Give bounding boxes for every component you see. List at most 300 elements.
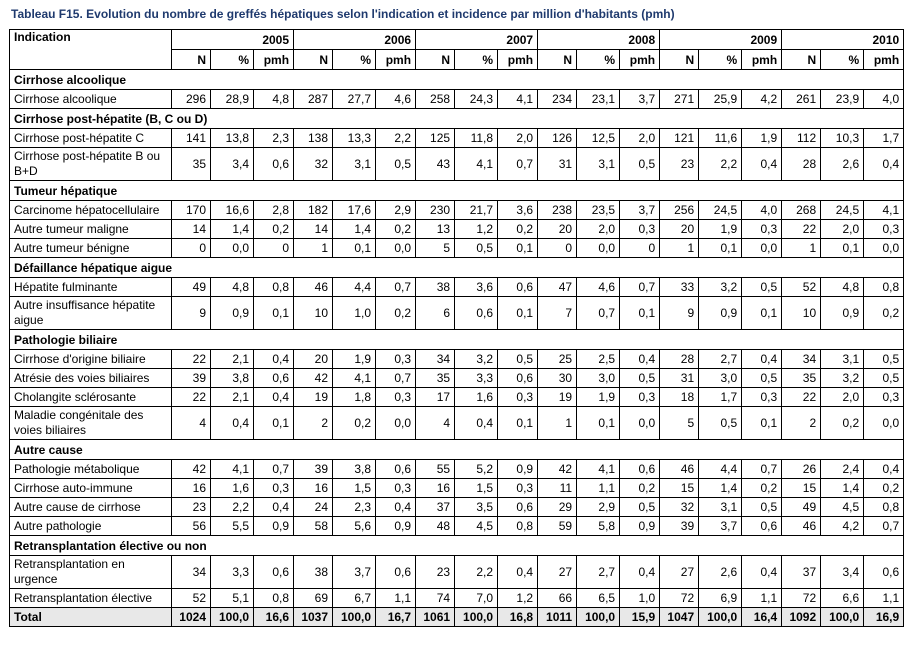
cell-value: 3,1: [333, 148, 376, 181]
cell-value: 17: [416, 388, 455, 407]
cell-value: 2,1: [211, 388, 254, 407]
row-label: Cirrhose auto-immune: [10, 479, 172, 498]
cell-value: 1,0: [333, 297, 376, 330]
cell-value: 0,9: [620, 517, 660, 536]
cell-value: 20: [660, 220, 699, 239]
total-value: 1024: [172, 608, 211, 627]
cell-value: 0,6: [376, 460, 416, 479]
cell-value: 0: [172, 239, 211, 258]
cell-value: 2,1: [211, 350, 254, 369]
row-label: Cirrhose post-hépatite C: [10, 129, 172, 148]
cell-value: 1,5: [333, 479, 376, 498]
cell-value: 0,0: [742, 239, 782, 258]
cell-value: 4,4: [333, 278, 376, 297]
cell-value: 0,4: [864, 460, 904, 479]
cell-value: 3,7: [699, 517, 742, 536]
subcolumn-header: %: [577, 50, 620, 70]
cell-value: 112: [782, 129, 821, 148]
cell-value: 0,7: [577, 297, 620, 330]
cell-value: 22: [172, 350, 211, 369]
cell-value: 4,1: [864, 201, 904, 220]
total-label: Total: [10, 608, 172, 627]
cell-value: 0,3: [376, 350, 416, 369]
cell-value: 2: [782, 407, 821, 440]
cell-value: 0,4: [254, 498, 294, 517]
cell-value: 1,6: [455, 388, 498, 407]
cell-value: 0,3: [376, 479, 416, 498]
cell-value: 1: [782, 239, 821, 258]
cell-value: 4,8: [821, 278, 864, 297]
cell-value: 0,8: [864, 278, 904, 297]
cell-value: 31: [538, 148, 577, 181]
cell-value: 0,5: [742, 498, 782, 517]
cell-value: 0,6: [254, 556, 294, 589]
cell-value: 4,0: [742, 201, 782, 220]
cell-value: 0,1: [821, 239, 864, 258]
total-value: 100,0: [821, 608, 864, 627]
table-row: [10, 407, 904, 440]
cell-value: 125: [416, 129, 455, 148]
cell-value: 0,5: [620, 148, 660, 181]
table-row: [10, 148, 904, 181]
cell-value: 5,6: [333, 517, 376, 536]
cell-value: 0,4: [864, 148, 904, 181]
cell-value: 2,6: [699, 556, 742, 589]
total-value: 100,0: [455, 608, 498, 627]
cell-value: 4,1: [211, 460, 254, 479]
row-label: Cirrhose post-hépatite B ou B+D: [10, 148, 172, 181]
table-row: [10, 388, 904, 407]
cell-value: 0,8: [498, 517, 538, 536]
cell-value: 4,2: [742, 90, 782, 109]
section-row: [10, 109, 904, 129]
cell-value: 0,6: [455, 297, 498, 330]
total-value: 100,0: [577, 608, 620, 627]
cell-value: 6,6: [821, 589, 864, 608]
cell-value: 2,3: [333, 498, 376, 517]
cell-value: 121: [660, 129, 699, 148]
table-row: [10, 589, 904, 608]
table-row: [10, 479, 904, 498]
row-label: Pathologie métabolique: [10, 460, 172, 479]
cell-value: 27: [660, 556, 699, 589]
cell-value: 0,3: [620, 388, 660, 407]
cell-value: 1,5: [455, 479, 498, 498]
cell-value: 2,6: [821, 148, 864, 181]
cell-value: 47: [538, 278, 577, 297]
cell-value: 0,2: [498, 220, 538, 239]
cell-value: 0,3: [864, 220, 904, 239]
cell-value: 0,4: [498, 556, 538, 589]
cell-value: 1,4: [211, 220, 254, 239]
cell-value: 59: [538, 517, 577, 536]
cell-value: 5,5: [211, 517, 254, 536]
cell-value: 1,9: [333, 350, 376, 369]
subcolumn-header: %: [455, 50, 498, 70]
cell-value: 1,1: [742, 589, 782, 608]
cell-value: 72: [660, 589, 699, 608]
year-header: 2008: [538, 30, 660, 50]
cell-value: 0,4: [620, 350, 660, 369]
cell-value: 1,1: [577, 479, 620, 498]
cell-value: 0,2: [376, 220, 416, 239]
cell-value: 3,1: [699, 498, 742, 517]
table-title: Tableau F15. Evolution du nombre de greffés hépatiques selon l'indication et incidence par million d'habitants (pmh): [11, 7, 675, 21]
cell-value: 43: [416, 148, 455, 181]
cell-value: 19: [294, 388, 333, 407]
subcolumn-header: N: [416, 50, 455, 70]
cell-value: 2,4: [821, 460, 864, 479]
cell-value: 261: [782, 90, 821, 109]
cell-value: 23,9: [821, 90, 864, 109]
section-row: [10, 440, 904, 460]
cell-value: 4: [172, 407, 211, 440]
cell-value: 0,6: [376, 556, 416, 589]
cell-value: 2,2: [376, 129, 416, 148]
row-label: Cirrhose d'origine biliaire: [10, 350, 172, 369]
total-value: 16,6: [254, 608, 294, 627]
cell-value: 141: [172, 129, 211, 148]
cell-value: 0,5: [498, 350, 538, 369]
cell-value: 3,0: [577, 369, 620, 388]
cell-value: 38: [416, 278, 455, 297]
cell-value: 1,9: [577, 388, 620, 407]
cell-value: 0,4: [620, 556, 660, 589]
cell-value: 4,2: [821, 517, 864, 536]
cell-value: 0,6: [742, 517, 782, 536]
row-label: Autre cause de cirrhose: [10, 498, 172, 517]
cell-value: 0,9: [376, 517, 416, 536]
cell-value: 3,3: [455, 369, 498, 388]
section-row: [10, 181, 904, 201]
cell-value: 238: [538, 201, 577, 220]
cell-value: 0,5: [376, 148, 416, 181]
table-row: [10, 369, 904, 388]
row-label: Cirrhose alcoolique: [10, 90, 172, 109]
cell-value: 1: [538, 407, 577, 440]
section-row: [10, 258, 904, 278]
cell-value: 24,5: [699, 201, 742, 220]
cell-value: 24,5: [821, 201, 864, 220]
cell-value: 0,2: [864, 297, 904, 330]
cell-value: 69: [294, 589, 333, 608]
cell-value: 74: [416, 589, 455, 608]
cell-value: 0,2: [620, 479, 660, 498]
subcolumn-header: pmh: [742, 50, 782, 70]
subcolumn-header: %: [211, 50, 254, 70]
cell-value: 31: [660, 369, 699, 388]
table-row: [10, 278, 904, 297]
cell-value: 268: [782, 201, 821, 220]
subcolumn-header: N: [538, 50, 577, 70]
cell-value: 0,8: [254, 278, 294, 297]
cell-value: 0,3: [620, 220, 660, 239]
table-row: [10, 556, 904, 589]
cell-value: 28,9: [211, 90, 254, 109]
cell-value: 2,8: [254, 201, 294, 220]
cell-value: 0,1: [699, 239, 742, 258]
cell-value: 0,7: [498, 148, 538, 181]
year-header: 2005: [172, 30, 294, 50]
table-row: [10, 350, 904, 369]
cell-value: 20: [538, 220, 577, 239]
row-label: Cholangite sclérosante: [10, 388, 172, 407]
section-title: Défaillance hépatique aigue: [10, 258, 904, 278]
cell-value: 49: [172, 278, 211, 297]
cell-value: 0,6: [498, 278, 538, 297]
cell-value: 1,1: [376, 589, 416, 608]
cell-value: 39: [172, 369, 211, 388]
cell-value: 4,1: [577, 460, 620, 479]
table-row: [10, 220, 904, 239]
cell-value: 2,0: [821, 388, 864, 407]
cell-value: 2,2: [211, 498, 254, 517]
cell-value: 2,9: [577, 498, 620, 517]
cell-value: 0,3: [498, 388, 538, 407]
cell-value: 3,2: [699, 278, 742, 297]
cell-value: 3,1: [577, 148, 620, 181]
cell-value: 0,5: [742, 369, 782, 388]
cell-value: 39: [294, 460, 333, 479]
cell-value: 4,8: [211, 278, 254, 297]
cell-value: 46: [782, 517, 821, 536]
cell-value: 0,5: [620, 369, 660, 388]
cell-value: 1,4: [333, 220, 376, 239]
cell-value: 4,4: [699, 460, 742, 479]
cell-value: 0,0: [577, 239, 620, 258]
cell-value: 0,4: [376, 498, 416, 517]
cell-value: 0: [254, 239, 294, 258]
cell-value: 10: [294, 297, 333, 330]
cell-value: 3,4: [821, 556, 864, 589]
cell-value: 7: [538, 297, 577, 330]
cell-value: 0,4: [742, 350, 782, 369]
subcolumn-header: N: [172, 50, 211, 70]
cell-value: 0,5: [864, 350, 904, 369]
cell-value: 0,2: [333, 407, 376, 440]
cell-value: 3,5: [455, 498, 498, 517]
cell-value: 0,1: [333, 239, 376, 258]
cell-value: 28: [782, 148, 821, 181]
cell-value: 4,5: [455, 517, 498, 536]
cell-value: 32: [294, 148, 333, 181]
subcolumn-header: pmh: [254, 50, 294, 70]
cell-value: 0,6: [254, 148, 294, 181]
cell-value: 0,7: [742, 460, 782, 479]
table-header: [10, 30, 904, 70]
cell-value: 3,3: [211, 556, 254, 589]
cell-value: 30: [538, 369, 577, 388]
cell-value: 66: [538, 589, 577, 608]
cell-value: 35: [782, 369, 821, 388]
cell-value: 0: [620, 239, 660, 258]
cell-value: 1,9: [742, 129, 782, 148]
cell-value: 0,5: [742, 278, 782, 297]
section-title: Cirrhose alcoolique: [10, 70, 904, 90]
cell-value: 3,6: [455, 278, 498, 297]
total-value: 1047: [660, 608, 699, 627]
cell-value: 42: [538, 460, 577, 479]
cell-value: 4: [416, 407, 455, 440]
cell-value: 3,2: [821, 369, 864, 388]
cell-value: 4,0: [864, 90, 904, 109]
section-title: Retransplantation élective ou non: [10, 536, 904, 556]
cell-value: 4,6: [376, 90, 416, 109]
cell-value: 22: [172, 388, 211, 407]
section-row: [10, 536, 904, 556]
cell-value: 4,8: [254, 90, 294, 109]
cell-value: 1,2: [498, 589, 538, 608]
cell-value: 2,7: [699, 350, 742, 369]
cell-value: 32: [660, 498, 699, 517]
cell-value: 1,4: [821, 479, 864, 498]
year-header: 2010: [782, 30, 904, 50]
cell-value: 1,7: [699, 388, 742, 407]
row-label: Autre tumeur bénigne: [10, 239, 172, 258]
cell-value: 3,7: [620, 201, 660, 220]
table-row: [10, 297, 904, 330]
cell-value: 0,8: [254, 589, 294, 608]
cell-value: 7,0: [455, 589, 498, 608]
cell-value: 3,2: [455, 350, 498, 369]
cell-value: 0,6: [620, 460, 660, 479]
cell-value: 13,8: [211, 129, 254, 148]
cell-value: 16: [416, 479, 455, 498]
cell-value: 42: [172, 460, 211, 479]
cell-value: 2,3: [254, 129, 294, 148]
cell-value: 27: [538, 556, 577, 589]
cell-value: 6,5: [577, 589, 620, 608]
cell-value: 287: [294, 90, 333, 109]
section-title: Pathologie biliaire: [10, 330, 904, 350]
cell-value: 2,0: [620, 129, 660, 148]
cell-value: 0,9: [211, 297, 254, 330]
cell-value: 10: [782, 297, 821, 330]
total-value: 1011: [538, 608, 577, 627]
total-value: 16,9: [864, 608, 904, 627]
cell-value: 0,0: [620, 407, 660, 440]
cell-value: 6,9: [699, 589, 742, 608]
cell-value: 2,0: [498, 129, 538, 148]
cell-value: 0,6: [864, 556, 904, 589]
cell-value: 9: [172, 297, 211, 330]
cell-value: 0,2: [864, 479, 904, 498]
indication-header: Indication: [10, 30, 172, 70]
cell-value: 0,1: [498, 407, 538, 440]
cell-value: 0,5: [620, 498, 660, 517]
total-value: 16,4: [742, 608, 782, 627]
cell-value: 3,4: [211, 148, 254, 181]
cell-value: 33: [660, 278, 699, 297]
cell-value: 2,0: [821, 220, 864, 239]
cell-value: 14: [172, 220, 211, 239]
table-row: [10, 498, 904, 517]
row-label: Atrésie des voies biliaires: [10, 369, 172, 388]
cell-value: 11: [538, 479, 577, 498]
cell-value: 35: [416, 369, 455, 388]
cell-value: 24,3: [455, 90, 498, 109]
total-value: 1061: [416, 608, 455, 627]
cell-value: 34: [172, 556, 211, 589]
cell-value: 2,2: [699, 148, 742, 181]
cell-value: 0,1: [742, 407, 782, 440]
section-title: Autre cause: [10, 440, 904, 460]
subcolumn-header: %: [333, 50, 376, 70]
cell-value: 0,2: [821, 407, 864, 440]
cell-value: 10,3: [821, 129, 864, 148]
table-body: [10, 70, 904, 627]
cell-value: 0,6: [498, 498, 538, 517]
cell-value: 5,8: [577, 517, 620, 536]
cell-value: 37: [416, 498, 455, 517]
cell-value: 52: [782, 278, 821, 297]
row-label: Carcinome hépatocellulaire: [10, 201, 172, 220]
cell-value: 6: [416, 297, 455, 330]
table-row: [10, 90, 904, 109]
table-row: [10, 460, 904, 479]
cell-value: 0,9: [699, 297, 742, 330]
cell-value: 0,0: [376, 239, 416, 258]
total-value: 1037: [294, 608, 333, 627]
cell-value: 35: [172, 148, 211, 181]
cell-value: 13,3: [333, 129, 376, 148]
subcolumn-header: pmh: [376, 50, 416, 70]
cell-value: 0,4: [254, 350, 294, 369]
subcolumn-header: N: [660, 50, 699, 70]
total-value: 1092: [782, 608, 821, 627]
cell-value: 6,7: [333, 589, 376, 608]
cell-value: 4,1: [498, 90, 538, 109]
cell-value: 23: [172, 498, 211, 517]
cell-value: 2,5: [577, 350, 620, 369]
cell-value: 46: [660, 460, 699, 479]
cell-value: 2,0: [577, 220, 620, 239]
cell-value: 0,3: [376, 388, 416, 407]
cell-value: 258: [416, 90, 455, 109]
cell-value: 20: [294, 350, 333, 369]
cell-value: 0,2: [376, 297, 416, 330]
table-row: [10, 201, 904, 220]
cell-value: 34: [416, 350, 455, 369]
cell-value: 3,8: [211, 369, 254, 388]
cell-value: 0,8: [864, 498, 904, 517]
cell-value: 0,1: [498, 239, 538, 258]
cell-value: 0,1: [498, 297, 538, 330]
cell-value: 27,7: [333, 90, 376, 109]
cell-value: 0,3: [742, 220, 782, 239]
header-row-years: [10, 30, 904, 50]
cell-value: 14: [294, 220, 333, 239]
cell-value: 3,1: [821, 350, 864, 369]
cell-value: 29: [538, 498, 577, 517]
cell-value: 22: [782, 388, 821, 407]
cell-value: 0,0: [864, 239, 904, 258]
cell-value: 55: [416, 460, 455, 479]
cell-value: 23,5: [577, 201, 620, 220]
cell-value: 0,9: [254, 517, 294, 536]
cell-value: 0,4: [742, 148, 782, 181]
table-row: [10, 517, 904, 536]
cell-value: 11,6: [699, 129, 742, 148]
cell-value: 3,7: [620, 90, 660, 109]
cell-value: 1: [660, 239, 699, 258]
cell-value: 182: [294, 201, 333, 220]
section-title: Tumeur hépatique: [10, 181, 904, 201]
cell-value: 271: [660, 90, 699, 109]
cell-value: 0,6: [498, 369, 538, 388]
cell-value: 25: [538, 350, 577, 369]
section-title: Cirrhose post-hépatite (B, C ou D): [10, 109, 904, 129]
